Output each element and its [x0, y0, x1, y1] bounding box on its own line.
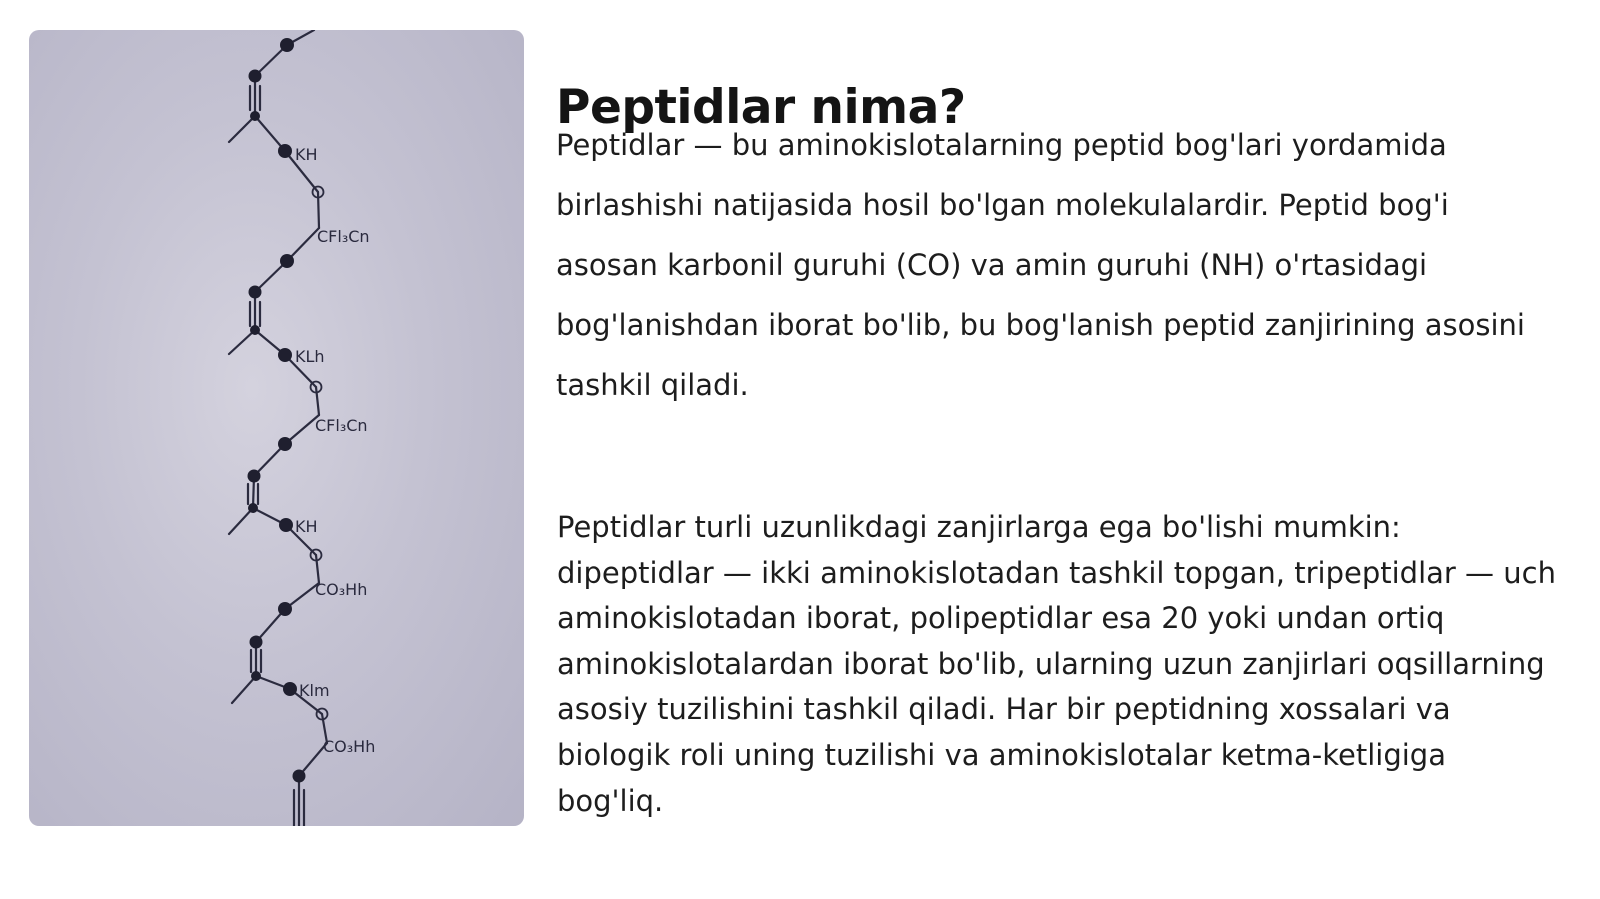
details-paragraph: Peptidlar turli uzunlikdagi zanjirlarga ega bo'lishi mumkin: dipeptidlar — ikki aminokislotadan tashkil topgan, tripeptidlar — uch aminokislotadan iborat, polipeptidlar esa 20 yoki undan ortiq aminokislotalardan iborat bo'lib, ularning uzun zanjirlari oqsillarning asosiy tuzilishini tashkil qiladi. Har bir peptidning xossalari va biologik roli uning tuzilishi va aminokislotalar ketma-ketligiga bog'liq.	[557, 510, 1556, 818]
peptide-structure-image	[29, 30, 524, 826]
chem-label: ΚΗ	[295, 517, 318, 536]
chem-label: CFl₃Cn	[315, 416, 368, 435]
chem-label: ΚLh	[295, 347, 325, 366]
chem-label: ΚΗ	[295, 145, 318, 164]
chem-label: CO₃Hh	[323, 737, 376, 756]
chem-label: CO₃Hh	[315, 580, 368, 599]
chem-label: Κlm	[299, 681, 330, 700]
intro-paragraph: Peptidlar — bu aminokislotalarning peptid bog'lari yordamida birlashishi natijasida hosil bo'lgan molekulalardir. Peptid bog'i asosan karbonil guruhi (CO) va amin guruhi (NH) o'rtasidagi bog'lanishdan iborat bo'lib, bu bog'lanish peptid zanjirining asosini tashkil qiladi.	[556, 128, 1525, 402]
peptide-chain-drawing	[29, 30, 524, 826]
chem-label: CFl₃Cn	[317, 227, 370, 246]
slide-title: Peptidlar nima?	[556, 80, 966, 135]
